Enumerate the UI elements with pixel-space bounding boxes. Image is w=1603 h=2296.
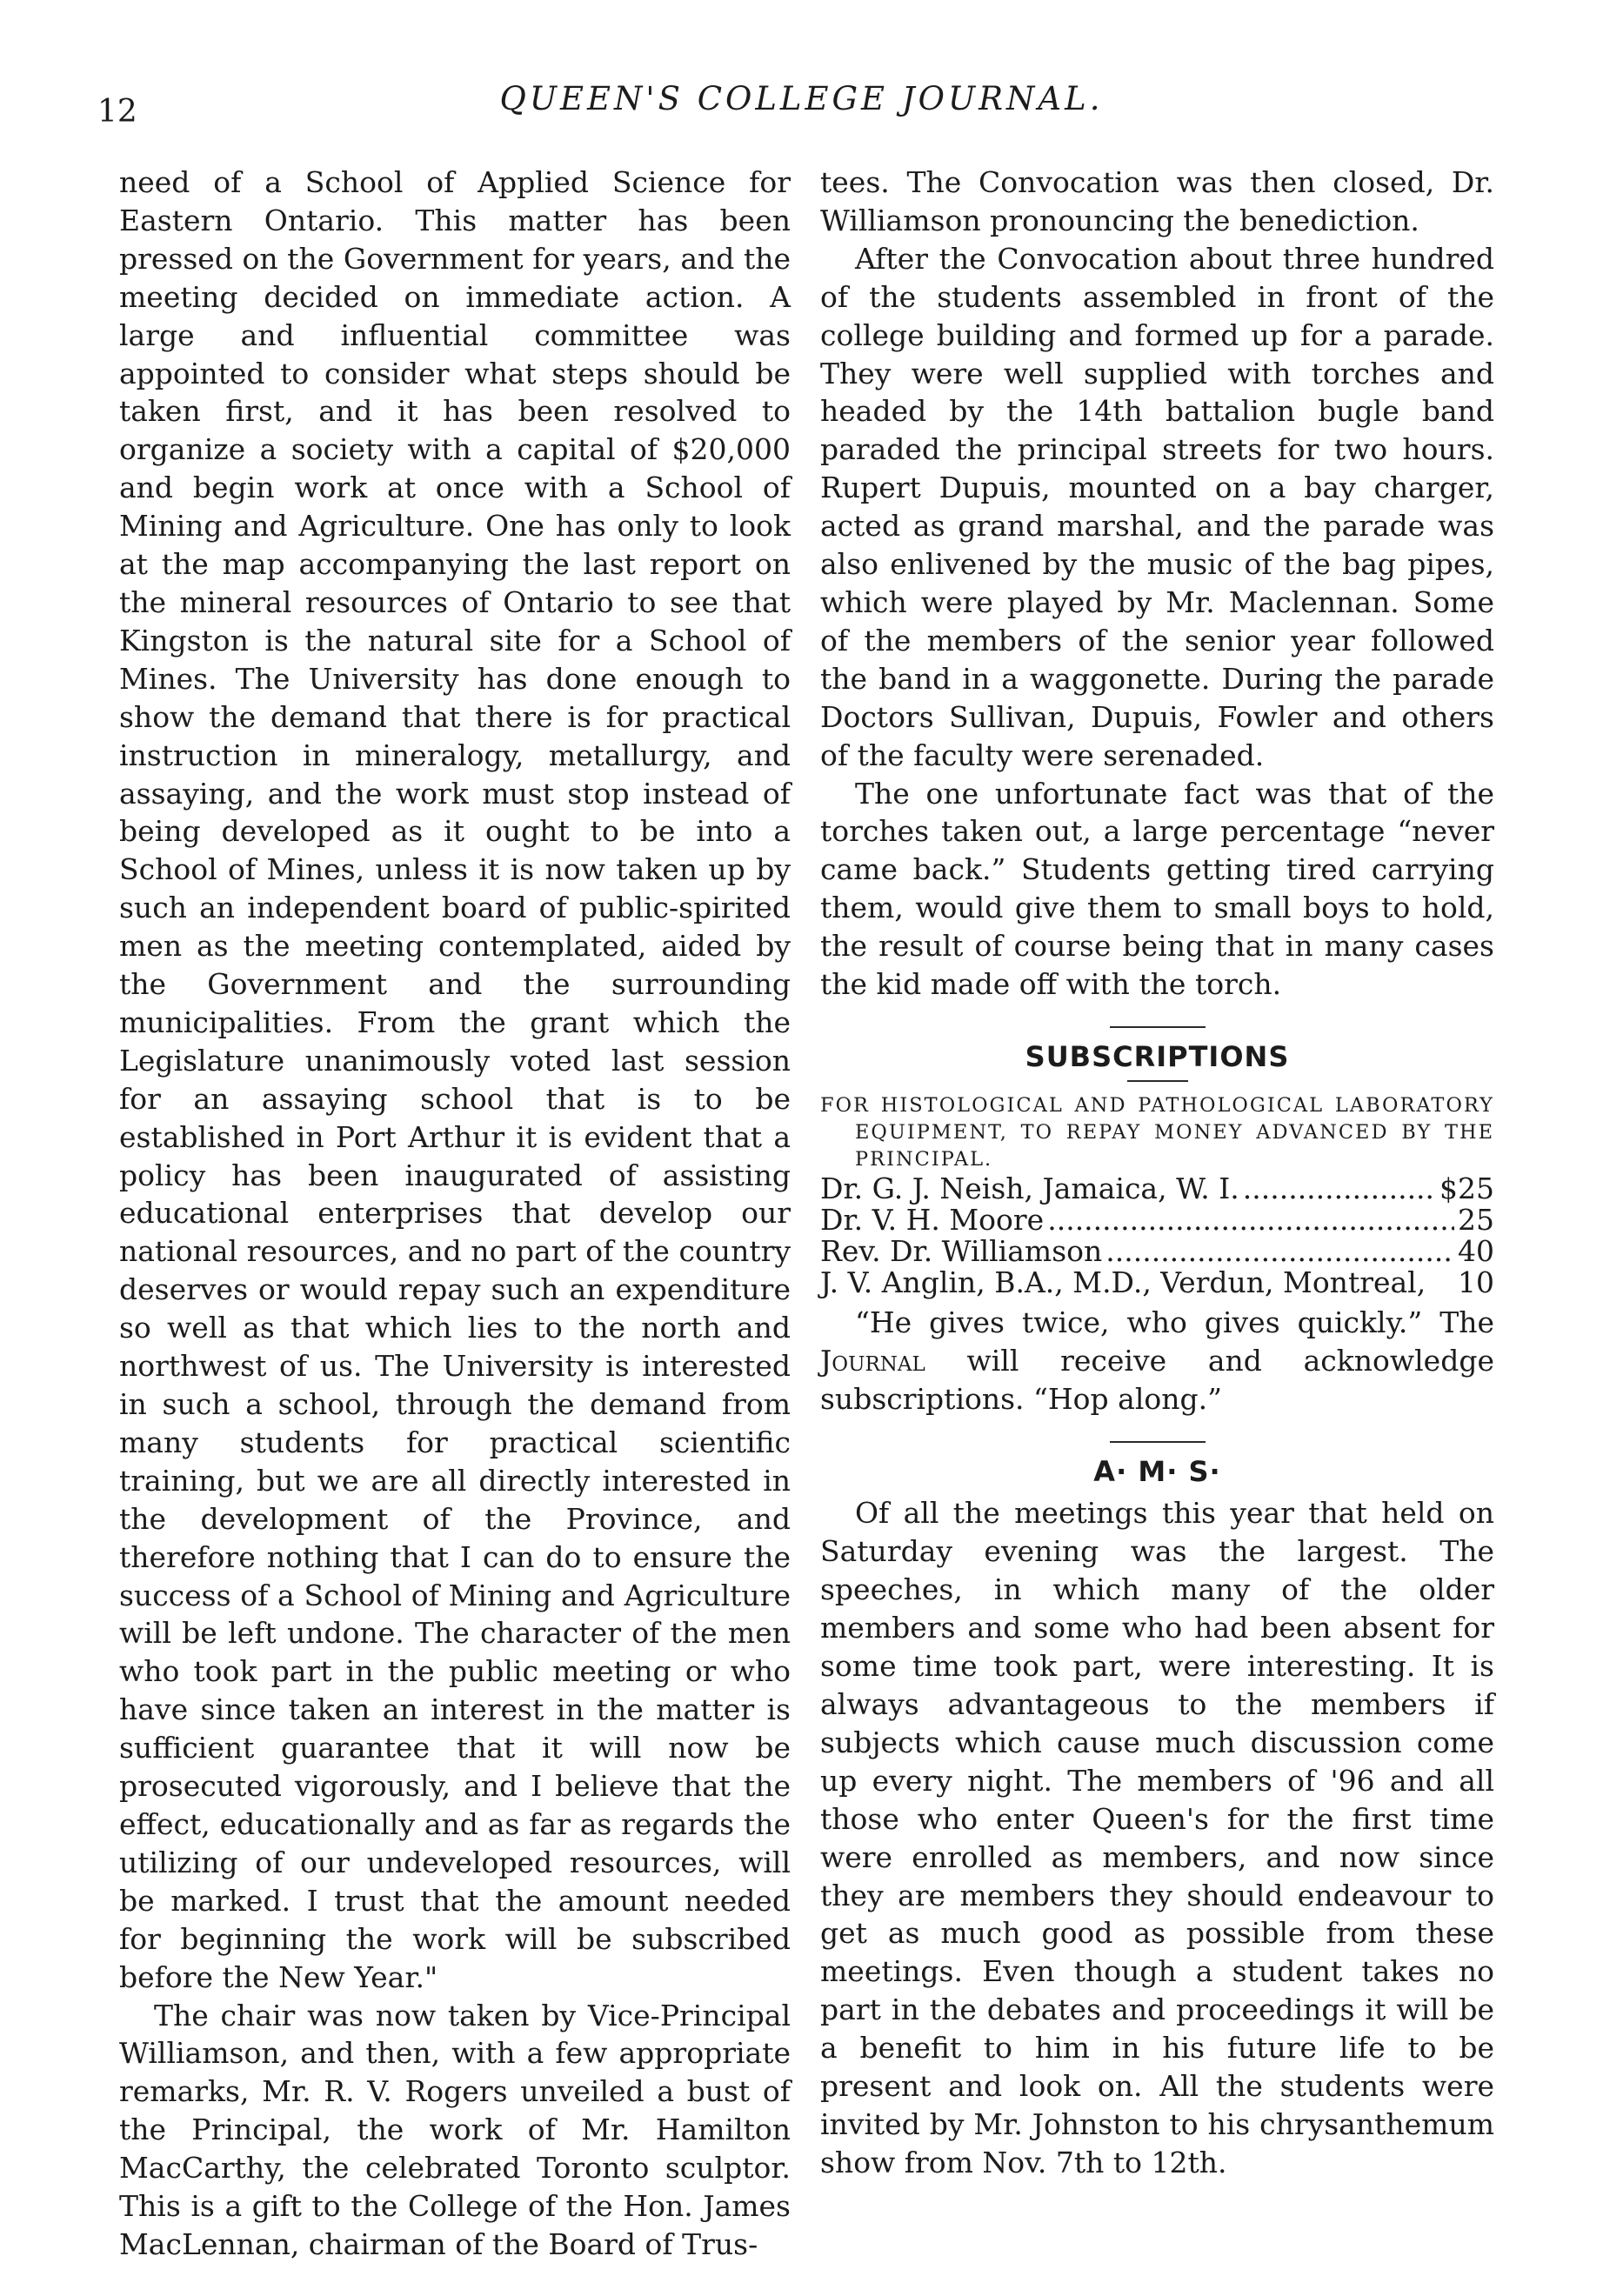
right-column bbox=[820, 164, 1494, 2182]
subscriber-name: Rev. Dr. Williamson bbox=[820, 1233, 1103, 1268]
subscriptions-heading: SUBSCRIPTIONS bbox=[1025, 1039, 1290, 1073]
running-head: QUEEN'S COLLEGE JOURNAL. bbox=[499, 80, 1104, 117]
left-column bbox=[119, 164, 791, 2264]
section-divider bbox=[1110, 1441, 1206, 1443]
subscription-entry bbox=[820, 1202, 1494, 1237]
quote-text: will receive and acknowledge subscriptions. “Hop along.” bbox=[820, 1343, 1494, 1416]
dot-leader bbox=[1047, 1205, 1454, 1236]
subscription-entry bbox=[820, 1173, 1494, 1205]
paragraph: Of all the meetings this year that held on Saturday evening was the largest. The speeches, in which many of the older members and some who had been absent for some time took part, were interesting. It is always advantageous to the members if subjects which cause much discussion come up every night. The members of '96 and all those who enter Queen's for the first time were enrolled as members, and now since they are members they should endeavour to get as much good as possible from these meetings. Even though a student takes no part in the debates and proceedings it will be a benefit to him in his future life to be present and look on. All the students were invited by Mr. Johnston to his chrysanthemum show from Nov. 7th to 12th. bbox=[820, 1496, 1494, 2179]
subscription-amount: 40 bbox=[1458, 1233, 1494, 1268]
paragraph: need of a School of Applied Science for Eastern Ontario. This matter has been pressed on the Government for years, and the meeting decided on immediate action. A large and influential committee was appointed to consider what steps should be taken first, and it has been resolved to organize a society with a capital of $20,000 and begin work at once with a School of Mining and Agriculture. One has only to look at the map accompanying the last report on the mineral resources of Ontario to see that Kingston is the natural site for a School of Mines. The University has done enough to show the demand that there is for practical instruction in mineralogy, metallurgy, and assaying, and the work must stop instead of being developed as it ought to be into a School of Mines, unless it is now taken up by such an independent board of public-spirited men as the meeting contemplated, aided by the Government and the surrounding municipalities. From the grant which the Legislature unanimously voted last session for an assaying school that is to be established in Port Arthur it is evident that a policy has been inaugurated of assisting educational enterprises that develop our national resources, and no part of the country deserves or would repay such an expenditure so well as that which lies to the north and northwest of us. The University is interested in such a school, through the demand from many students for practical scientific training, but we are all directly interested in the development of the Province, and therefore nothing that I can do to ensure the success of a School of Mining and Agriculture will be left undone. The character of the men who took part in the public meeting or who have since taken an interest in the matter is sufficient guarantee that it will now be prosecuted vigorously, and I believe that the effect, educationally and as far as regards the utilizing of our undeveloped resources, will be marked. I trust that the amount needed for beginning the work will be subscribed before the New Year." bbox=[119, 165, 791, 1994]
subscription-amount: 25 bbox=[1458, 1202, 1494, 1237]
subscriber-name: J. V. Anglin, B.A., M.D., Verdun, Montreal, bbox=[820, 1265, 1426, 1299]
ams-heading: A· M· S· bbox=[1093, 1454, 1221, 1488]
paragraph: The chair was now taken by Vice-Principal Williamson, and then, with a few appropriate remarks, Mr. R. V. Rogers unveiled a bust of the Principal, the work of Mr. Hamilton MacCarthy, the celebrated Toronto sculptor. This is a gift to the College of the Hon. James MacLennan, chairman of the Board of Trus- bbox=[119, 1998, 791, 2261]
subscriber-name: Dr. V. H. Moore bbox=[820, 1202, 1045, 1237]
subscription-amount: 10 bbox=[1458, 1265, 1494, 1299]
dot-leader bbox=[1243, 1173, 1436, 1205]
paragraph: After the Convocation about three hundred of the students assembled in front of the college building and formed up for a parade. They were well supplied with torches and headed by the 14th battalion bugle band paraded the principal streets for two hours. Rupert Dupuis, mounted on a bay charger, acted as grand marshal, and the parade was also enlivened by the music of the bag pipes, which were played by Mr. Maclennan. Some of the members of the senior year followed the band in a waggonette. During the parade Doctors Sullivan, Dupuis, Fowler and others of the faculty were serenaded. bbox=[820, 241, 1494, 772]
paragraph: The one unfortunate fact was that of the torches taken out, a large percentage “never came back.” Students getting tired carrying them, would give them to small boys to hold, the result of course being that in many cases the kid made off with the torch. bbox=[820, 776, 1494, 1002]
journal-word: Journal bbox=[820, 1343, 925, 1378]
page-number: 12 bbox=[97, 94, 137, 130]
subscription-amount: $25 bbox=[1439, 1171, 1494, 1205]
subscription-entry bbox=[820, 1267, 1494, 1298]
paragraph: tees. The Convocation was then closed, Dr. Williamson pronouncing the benediction. bbox=[820, 165, 1494, 237]
subscriptions-description: FOR HISTOLOGICAL AND PATHOLOGICAL LABORATORY EQUIPMENT, TO REPAY MONEY ADVANCED BY THE PRINCIPAL. bbox=[820, 1093, 1494, 1171]
subscriptions-note bbox=[820, 1304, 1494, 1418]
subscriber-name: Dr. G. J. Neish, Jamaica, W. I. bbox=[820, 1171, 1239, 1205]
dot-leader bbox=[1105, 1236, 1454, 1267]
heading-underline bbox=[1127, 1080, 1188, 1082]
subscription-entry bbox=[820, 1233, 1494, 1268]
section-divider bbox=[1110, 1026, 1206, 1028]
quote-text: “He gives twice, who gives quickly.” The bbox=[855, 1305, 1494, 1339]
